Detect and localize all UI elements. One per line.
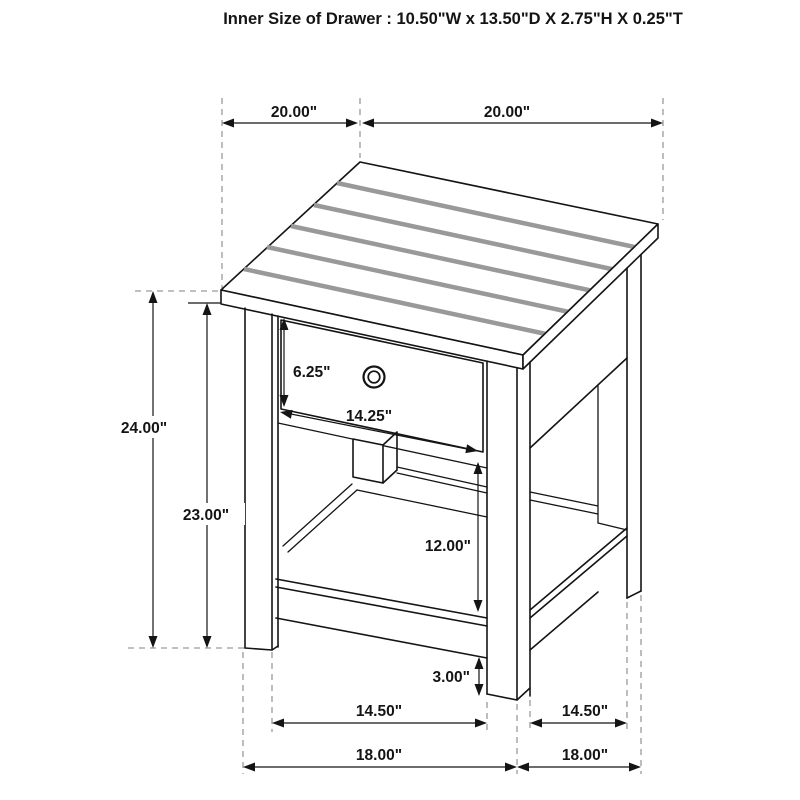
dim-top-depth-label: 20.00" (270, 104, 318, 121)
shelf-rear-corner (598, 523, 627, 530)
dim-overall-height (106, 291, 182, 648)
front-leg (487, 361, 530, 700)
dim-base-width (243, 747, 517, 772)
shelf-side-band (530, 528, 627, 650)
dim-base-width-label: 18.00" (355, 747, 403, 764)
dim-base-depth (517, 747, 641, 772)
dim-foot-height-label: 3.00" (432, 669, 470, 686)
dim-drawer-width-label: 14.25" (345, 408, 393, 425)
dim-front-inner-span (272, 703, 487, 728)
dim-side-inner-span (530, 703, 627, 728)
dim-front-inner-span-label: 14.50" (355, 703, 403, 720)
dim-drawer-height-label: 6.25" (293, 364, 331, 381)
side-apron (530, 358, 627, 514)
rear-right-leg (627, 255, 641, 598)
dim-under-top-height (168, 303, 245, 648)
dim-top-width (362, 104, 663, 128)
dim-shelf-clearance-label: 12.00" (424, 538, 471, 555)
table-drawing (221, 162, 658, 700)
dim-base-depth-label: 18.00" (561, 747, 609, 764)
dim-under-top-height-label: 23.00" (182, 507, 230, 524)
dim-overall-height-label: 24.00" (120, 420, 168, 437)
dim-side-inner-span-label: 14.50" (561, 703, 609, 720)
drawer-support-block (353, 432, 397, 483)
dim-top-depth (222, 104, 358, 128)
dim-top-width-label: 20.00" (483, 104, 531, 121)
dim-foot-height (432, 657, 483, 696)
left-leg (245, 308, 278, 650)
lower-shelf (276, 579, 487, 658)
diagram-title: Inner Size of Drawer : 10.50"W x 13.50"D X 2.75"H X 0.25"T (223, 10, 683, 28)
